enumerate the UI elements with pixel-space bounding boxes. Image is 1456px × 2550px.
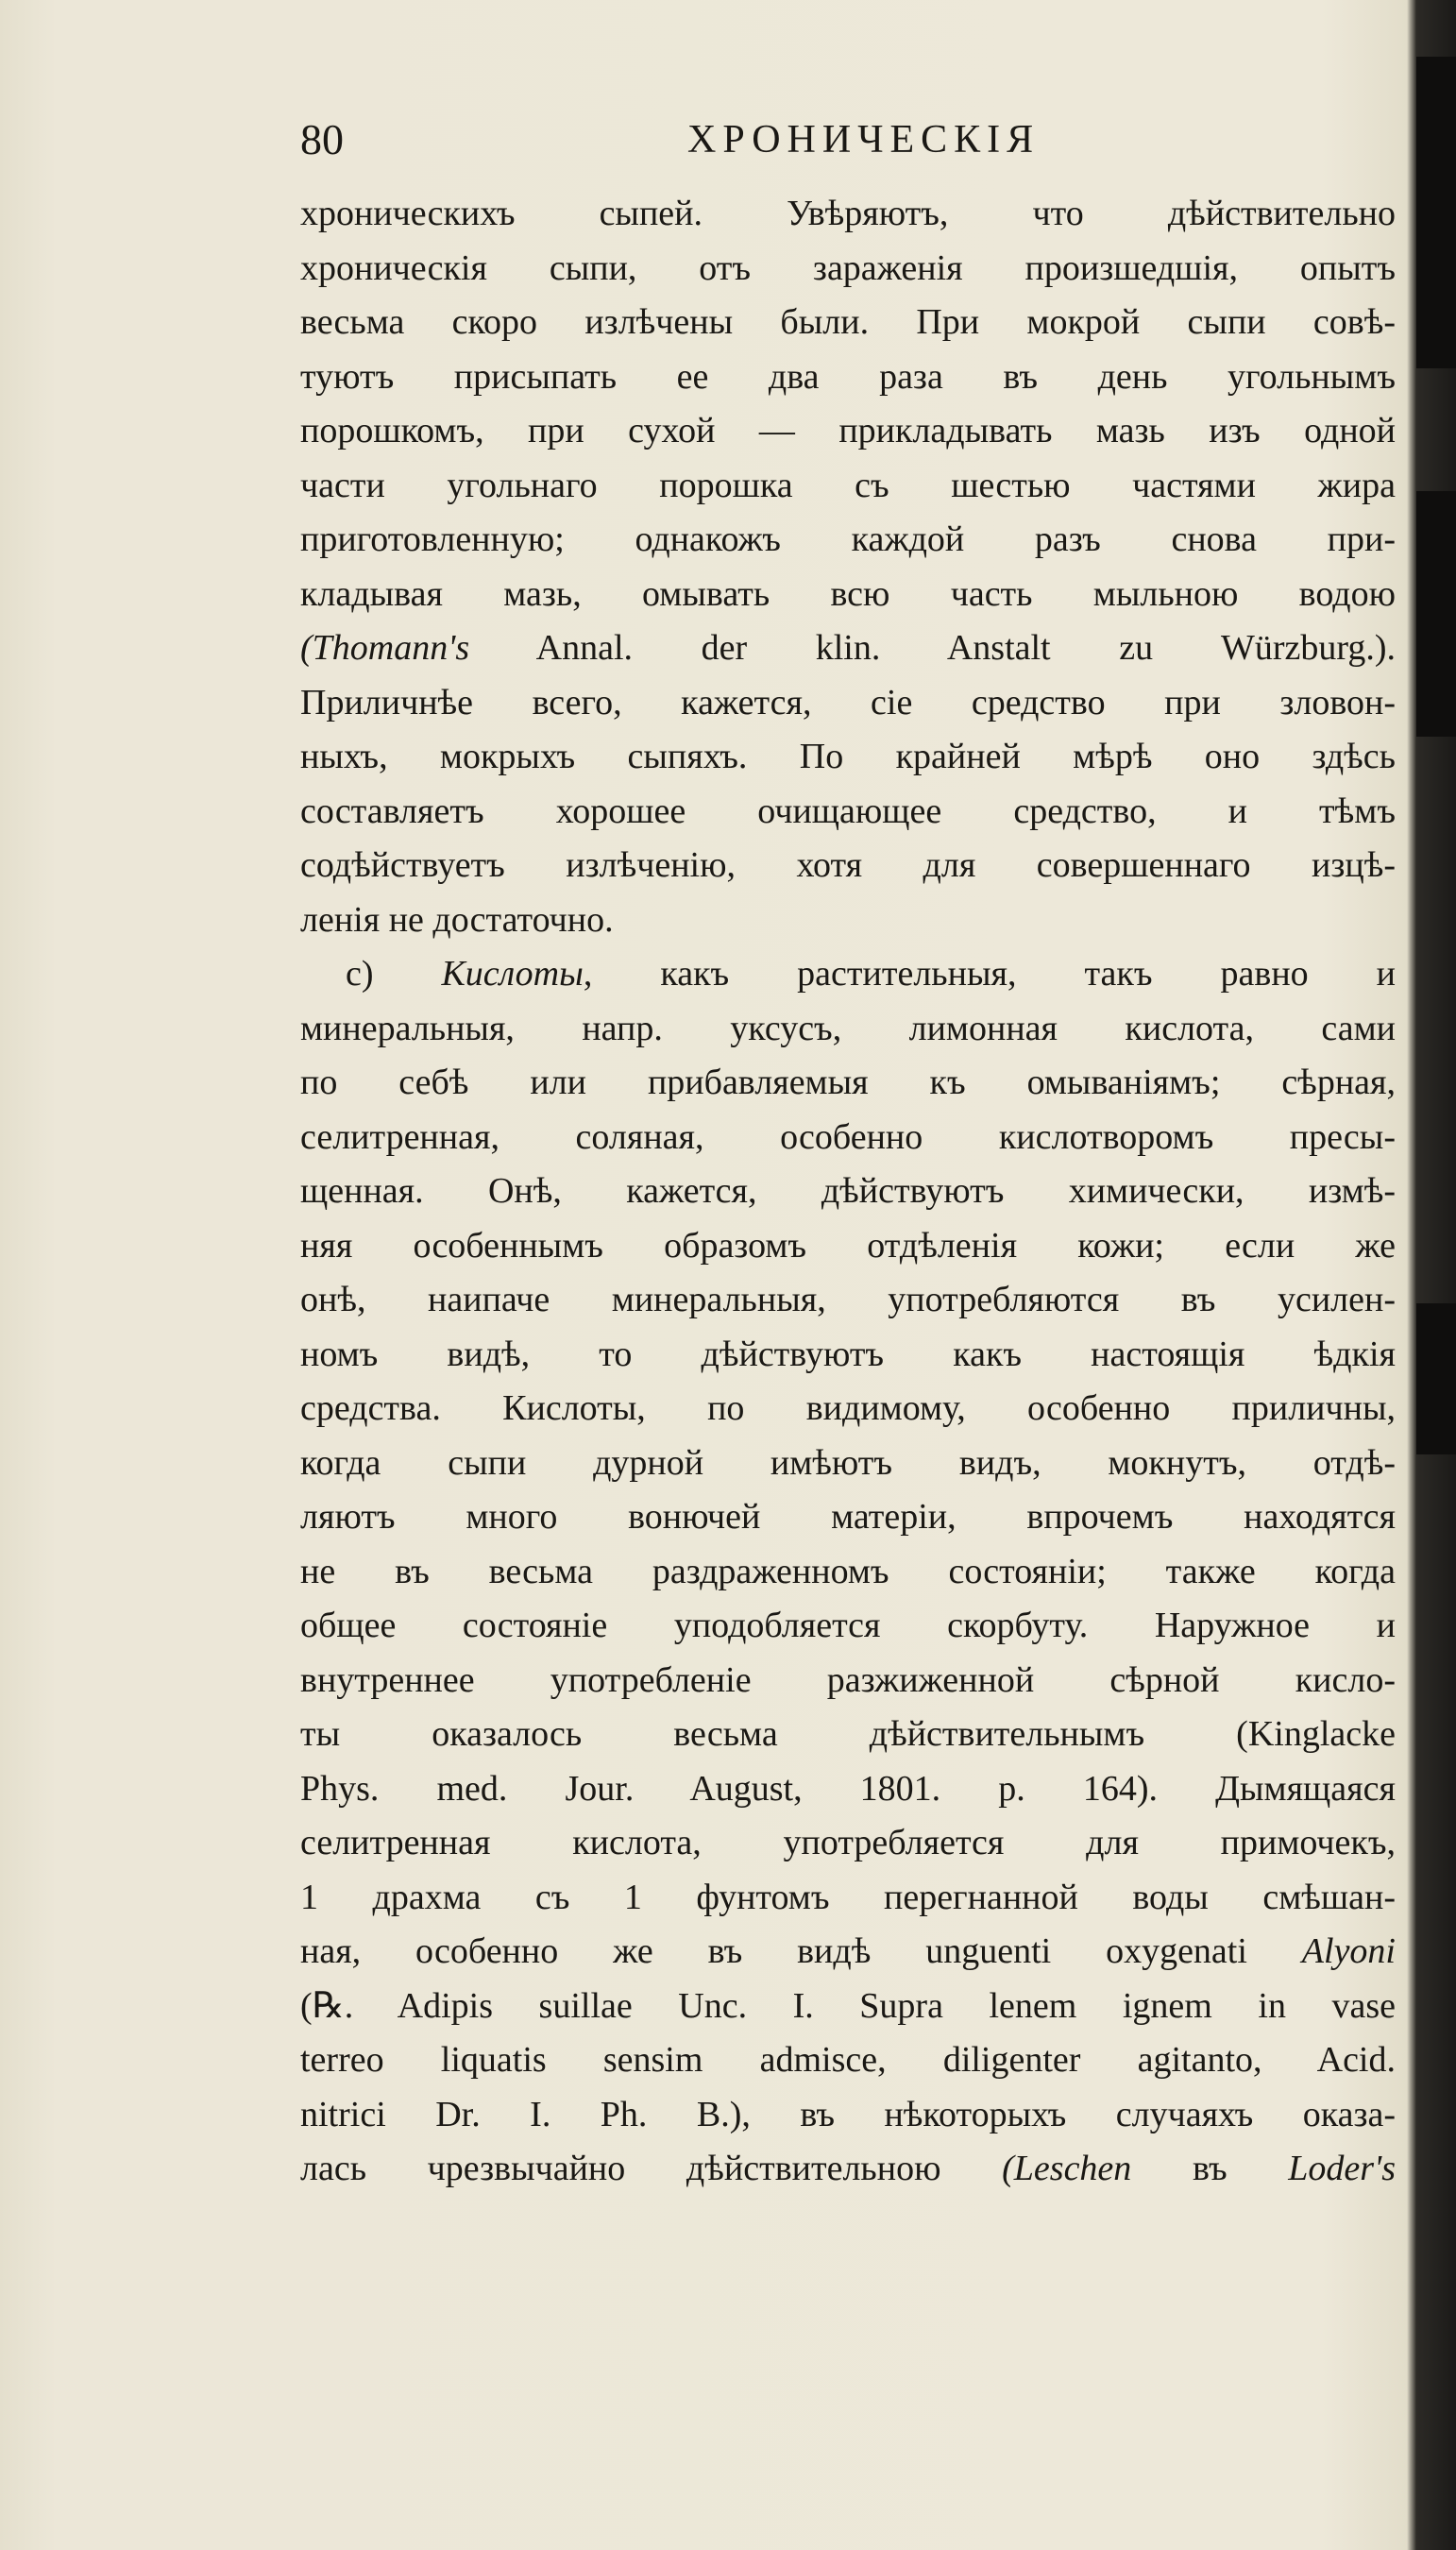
text-segment: хроническія сыпи, отъ зараженія произшедшія, опытъ xyxy=(300,247,1396,288)
text-segment: селитренная, соляная, особенно кислотворомъ пресы- xyxy=(300,1116,1396,1157)
text-line xyxy=(300,1762,1396,1817)
italic-text: Alyoni xyxy=(1301,1931,1396,1971)
text-line xyxy=(300,893,1396,948)
page-edge-shadow xyxy=(1416,491,1456,737)
text-line xyxy=(300,1436,1396,1491)
text-line xyxy=(300,2088,1396,2143)
text-line xyxy=(300,1545,1396,1600)
text-line xyxy=(300,1490,1396,1545)
text-segment: минеральныя, напр. уксусъ, лимонная кислота, сами xyxy=(300,1008,1396,1048)
text-segment: , какъ растительныя, такъ равно и xyxy=(583,954,1396,994)
text-line xyxy=(300,1382,1396,1436)
text-line xyxy=(300,404,1396,459)
text-line xyxy=(300,947,1396,1002)
text-line xyxy=(300,839,1396,893)
page-edge-shadow xyxy=(1416,1303,1456,1454)
text-segment: части угольнаго порошка съ шестью частями жира xyxy=(300,465,1396,505)
text-line xyxy=(300,568,1396,622)
text-segment: внутреннее употребленіе разжиженной сѣрной кисло- xyxy=(300,1659,1396,1700)
text-line xyxy=(300,1002,1396,1057)
text-segment: няя особеннымъ образомъ отдѣленія кожи; если же xyxy=(300,1225,1396,1266)
text-segment: nitrici Dr. I. Ph. B.), въ нѣкоторыхъ случаяхъ оказа- xyxy=(300,2094,1396,2134)
text-segment: Annal. der klin. Anstalt zu Würzburg.). xyxy=(469,628,1396,668)
text-segment: ляютъ много вонючей матеріи, впрочемъ находятся xyxy=(300,1497,1396,1537)
text-segment: terreo liquatis sensim admisce, diligenter agitanto, Acid. xyxy=(300,2040,1396,2080)
text-segment: Phys. med. Jour. August, 1801. p. 164). Дымящаяся xyxy=(300,1768,1396,1809)
text-segment: лась чрезвычайно дѣйствительною xyxy=(300,2149,1003,2188)
text-segment: c) xyxy=(346,954,442,994)
text-line xyxy=(300,513,1396,568)
text-segment: порошкомъ, при сухой — прикладывать мазь изъ одной xyxy=(300,411,1396,450)
text-segment: ная, особенно же въ видѣ unguenti oxygenati xyxy=(300,1931,1302,1971)
text-segment: 1 драхма съ 1 фунтомъ перегнанной воды смѣшан- xyxy=(300,1877,1396,1917)
text-segment: не въ весьма раздраженномъ состояніи; также когда xyxy=(300,1551,1396,1591)
text-line xyxy=(300,621,1396,676)
text-line xyxy=(300,730,1396,785)
text-line xyxy=(300,1599,1396,1654)
text-segment: приготовленную; однакожъ каждой разъ снова при- xyxy=(300,519,1396,559)
running-head: ХРОНИЧЕСКІЯ xyxy=(687,118,1041,162)
text-segment: селитренная кислота, употребляется для примочекъ, xyxy=(300,1823,1396,1862)
page-header xyxy=(300,111,1396,168)
text-segment: ты оказалось весьма дѣйствительнымъ (Kinglacke xyxy=(300,1714,1396,1754)
text-line xyxy=(300,2142,1396,2197)
text-line xyxy=(300,1871,1396,1926)
text-segment: въ xyxy=(1131,2149,1289,2188)
text-line xyxy=(300,296,1396,350)
text-line xyxy=(300,1328,1396,1383)
text-segment: общее состояніе уподобляется скорбуту. Наружное и xyxy=(300,1606,1396,1645)
text-line xyxy=(300,2033,1396,2088)
text-segment: содѣйствуетъ излѣченію, хотя для совершеннаго изцѣ- xyxy=(300,845,1396,885)
text-line xyxy=(300,459,1396,514)
body-text xyxy=(300,187,1396,2197)
text-segment: средства. Кислоты, по видимому, особенно приличны, xyxy=(300,1388,1396,1428)
text-line xyxy=(300,1219,1396,1274)
text-segment: щенная. Онѣ, кажется, дѣйствуютъ химически, измѣ- xyxy=(300,1171,1396,1211)
text-segment: ленія не достаточно. xyxy=(300,899,614,940)
text-segment: номъ видѣ, то дѣйствуютъ какъ настоящія ѣдкія xyxy=(300,1334,1396,1374)
italic-text: ( xyxy=(300,628,313,668)
text-line xyxy=(300,242,1396,297)
text-line xyxy=(300,1654,1396,1708)
text-line xyxy=(300,676,1396,731)
text-segment: (℞. Adipis suillae Unc. I. Supra lenem ignem in vase xyxy=(300,1985,1396,2026)
text-segment: по себѣ или прибавляемыя къ омываніямъ; сѣрная, xyxy=(300,1062,1396,1102)
text-segment: онѣ, наипаче минеральныя, употребляются въ усилен- xyxy=(300,1280,1396,1319)
text-segment: ныхъ, мокрыхъ сыпяхъ. По крайней мѣрѣ оно здѣсь xyxy=(300,737,1396,776)
text-line xyxy=(300,1708,1396,1762)
italic-text: Thomann's xyxy=(312,628,470,668)
text-line xyxy=(300,350,1396,405)
text-line xyxy=(300,1111,1396,1165)
text-line xyxy=(300,785,1396,840)
page-edge-shadow xyxy=(1416,57,1456,368)
text-segment: Приличнѣе всего, кажется, сіе средство при зловон- xyxy=(300,682,1396,722)
text-line xyxy=(300,1816,1396,1871)
italic-text: (Leschen xyxy=(1002,2149,1132,2188)
text-line xyxy=(300,1164,1396,1219)
text-segment: весьма скоро излѣчены были. При мокрой сыпи совѣ- xyxy=(300,302,1396,342)
text-line xyxy=(300,1056,1396,1111)
page-number: 80 xyxy=(300,115,344,163)
text-segment: кладывая мазь, омывать всю часть мыльною водою xyxy=(300,573,1396,614)
italic-text: Кислоты xyxy=(441,954,584,994)
text-line xyxy=(300,1925,1396,1980)
text-segment: туютъ присыпать ее два раза въ день угольнымъ xyxy=(300,356,1396,397)
text-segment: хроническихъ сыпей. Увѣряютъ, что дѣйствительно xyxy=(300,194,1396,233)
text-segment: когда сыпи дурной имѣютъ видъ, мокнутъ, отдѣ- xyxy=(300,1442,1396,1483)
text-segment: составляетъ хорошее очищающее средство, и тѣмъ xyxy=(300,790,1396,831)
italic-text: Loder's xyxy=(1288,2149,1396,2188)
text-line xyxy=(300,187,1396,242)
text-line xyxy=(300,1273,1396,1328)
text-line xyxy=(300,1980,1396,2034)
